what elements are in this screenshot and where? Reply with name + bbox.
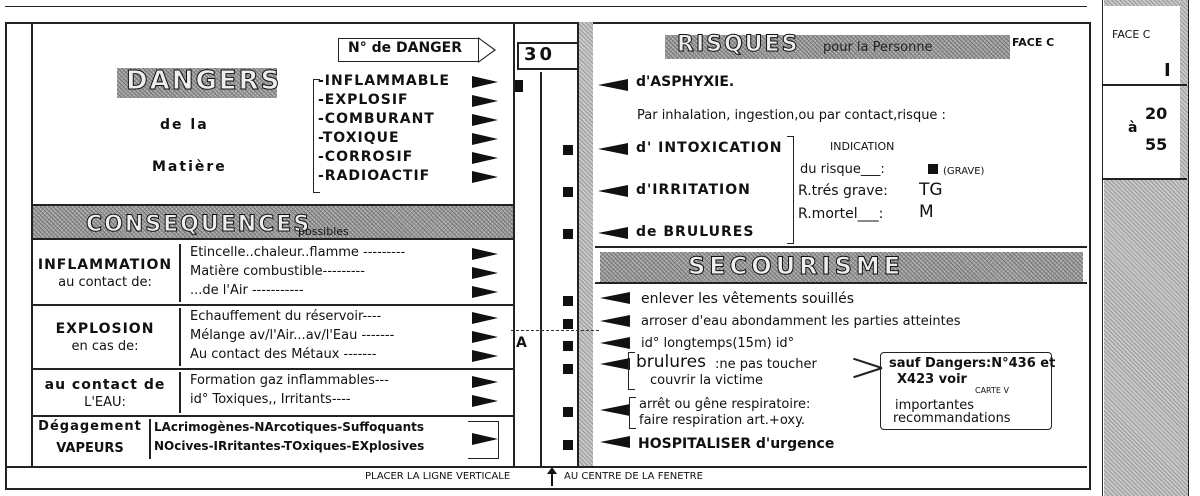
arrow-left-icon <box>598 185 628 197</box>
arrow-left-icon <box>600 404 630 416</box>
consequences-header-bottom <box>31 238 513 240</box>
side-card-divider-2 <box>1102 178 1187 180</box>
window-square-icon <box>563 364 573 374</box>
window-square-icon <box>563 145 573 155</box>
side-n2: 55 <box>1145 135 1168 154</box>
respiratoire-bracket <box>629 397 636 429</box>
arrow-right-icon <box>472 286 498 298</box>
arrow-right-icon <box>472 95 498 107</box>
secourisme-title: SECOURISME <box>688 252 905 280</box>
risques-bracket <box>787 136 794 244</box>
brulures-title: brulures <box>636 352 706 372</box>
secourisme-item: arroser d'eau abondamment les parties atteintes <box>641 314 961 329</box>
window-square-icon <box>563 187 573 197</box>
footer-instruction-1: PLACER LA LIGNE VERTICALE <box>365 471 511 482</box>
consequences-subtitle: possibles <box>298 225 349 238</box>
consequence-label-divider <box>179 308 181 366</box>
arrow-right-icon <box>472 331 498 343</box>
consequence-group-divider <box>31 368 513 370</box>
consequence-label-divider <box>179 372 181 413</box>
footer-instruction-2: AU CENTRE DE LA FENETRE <box>564 471 703 482</box>
arrow-left-icon <box>600 358 630 370</box>
window-square-icon <box>563 319 573 329</box>
risque-item: d'IRRITATION <box>636 182 751 198</box>
consequence-group-label: VAPEURS <box>56 441 124 456</box>
arrow-right-icon <box>472 114 498 126</box>
consequence-item: Mélange av/l'Air...av/l'Eau ------- <box>190 328 395 343</box>
danger-item: -CORROSIF <box>318 149 414 165</box>
arrow-left-icon <box>598 227 628 239</box>
risque-item: d' INTOXICATION <box>636 140 783 156</box>
window-square-icon <box>563 341 573 351</box>
arrow-right-icon <box>472 433 498 445</box>
consequence-label-divider <box>149 419 151 459</box>
secourisme-item: enlever les vêtements souillés <box>641 291 855 307</box>
indication-title: INDICATION <box>830 140 895 153</box>
arrow-right-icon <box>472 171 498 183</box>
exception-carte: CARTE V <box>975 386 1009 395</box>
brulures-line1: :ne pas toucher <box>715 357 817 372</box>
danger-number-value: 30 <box>524 44 556 65</box>
consequence-group-label: EXPLOSION <box>55 321 155 337</box>
consequence-item: Matière combustible--------- <box>190 264 365 279</box>
side-card-divider-1 <box>1102 84 1187 86</box>
side-bar: I <box>1164 60 1171 81</box>
exception-line2: X423 voir <box>897 372 967 387</box>
side-face: FACE C <box>1112 28 1151 41</box>
dangers-matiere: Matière <box>152 159 227 175</box>
consequence-group-label: en cas de: <box>71 339 139 354</box>
arrow-right-icon <box>472 312 498 324</box>
arrow-right-icon <box>472 152 498 164</box>
marker-a: A <box>516 335 527 351</box>
consequence-group-label: Dégagement <box>38 419 142 434</box>
risques-title: RISQUES <box>677 32 800 57</box>
indication-grave: (GRAVE) <box>943 166 985 177</box>
indication-m: M <box>919 202 934 222</box>
indication-tg: TG <box>919 180 943 200</box>
consequence-item: Formation gaz inflammables--- <box>190 373 389 388</box>
brulures-line2: couvrir la victime <box>650 373 764 388</box>
arrow-left-icon <box>600 337 630 349</box>
respiratoire-line2: faire respiration art.+oxy. <box>639 413 806 428</box>
arrow-right-icon <box>472 267 498 279</box>
secourisme-header-bottom <box>595 282 1087 284</box>
consequence-item: Echauffement du réservoir---- <box>190 309 382 324</box>
respiratoire-line1: arrêt ou gêne respiratoire: <box>639 397 811 412</box>
risques-intro: Par inhalation, ingestion,ou par contact,risque : <box>637 108 946 123</box>
risques-face: FACE C <box>1012 36 1055 49</box>
indication-line2: R.trés grave: <box>798 183 888 199</box>
top-edge-line <box>5 6 1087 7</box>
danger-item: -TOXIQUE <box>318 130 400 146</box>
window-square-icon <box>563 296 573 306</box>
consequence-item: ...de l'Air ----------- <box>190 283 304 298</box>
dangers-title: DANGERS <box>126 66 282 96</box>
consequence-group-label: INFLAMMATION <box>37 257 173 273</box>
risque-item: de BRULURES <box>636 224 755 240</box>
consequence-group-label: au contact de: <box>58 275 152 290</box>
consequence-item: LAcrimogènes-NArcotiques-Suffoquants <box>154 420 425 434</box>
arrow-right-icon <box>472 248 498 260</box>
consequence-item: id° Toxiques,, Irritants---- <box>190 392 351 407</box>
secourisme-top-line <box>595 246 1087 248</box>
arrow-right-icon <box>472 395 498 407</box>
indication-line3: R.mortel___: <box>798 206 884 222</box>
exception-line3: importantes <box>895 398 974 413</box>
brulures-bracket <box>628 352 635 390</box>
consequences-title: CONSEQUENCES <box>86 212 312 237</box>
arrow-left-icon <box>600 292 630 304</box>
window-square-icon <box>563 407 573 417</box>
exception-line4: recommandations <box>893 411 1011 426</box>
hospitaliser-text: HOSPITALISER d'urgence <box>638 436 835 452</box>
window-square-icon <box>563 440 573 450</box>
danger-number-label: N° de DANGER <box>348 40 462 56</box>
danger-item: -INFLAMMABLE <box>318 73 450 89</box>
consequence-group-label: au contact de <box>44 376 166 393</box>
consequence-item: Au contact des Métaux ------- <box>190 347 377 362</box>
risque-asphyxie: d'ASPHYXIE. <box>636 74 735 90</box>
consequence-group-divider <box>31 304 513 306</box>
consequence-group-divider <box>31 415 513 417</box>
exception-line1: sauf Dangers:N°436 et <box>889 356 1056 371</box>
arrow-left-icon <box>600 315 630 327</box>
arrow-right-icon <box>472 133 498 145</box>
risques-subtitle: pour la Personne <box>823 40 933 55</box>
side-n1: 20 <box>1145 104 1168 123</box>
dangers-de-la: de la <box>160 117 209 133</box>
window-column <box>515 22 595 466</box>
danger-item: -COMBURANT <box>318 111 435 127</box>
indication-line1: du risque___: <box>800 162 885 177</box>
secourisme-item: id° longtemps(15m) id° <box>641 336 795 351</box>
arrow-right-icon <box>472 350 498 362</box>
danger-item: -EXPLOSIF <box>318 92 409 108</box>
arrow-right-icon <box>472 76 498 88</box>
footer-border <box>5 466 1087 468</box>
consequence-group-label: L'EAU: <box>84 394 126 410</box>
arrow-right-icon <box>472 376 498 388</box>
side-a: à <box>1128 120 1138 136</box>
arrow-left-icon <box>600 436 630 448</box>
consequence-item: Etincelle..chaleur..flamme --------- <box>190 245 406 260</box>
window-square-icon <box>563 229 573 239</box>
arrow-left-icon <box>598 143 628 155</box>
consequence-item: NOcives-IRritantes-TOxiques-EXplosives <box>154 439 425 453</box>
consequence-label-divider <box>179 244 181 302</box>
danger-item: -RADIOACTIF <box>318 168 431 184</box>
alignment-dash-line <box>511 330 599 331</box>
